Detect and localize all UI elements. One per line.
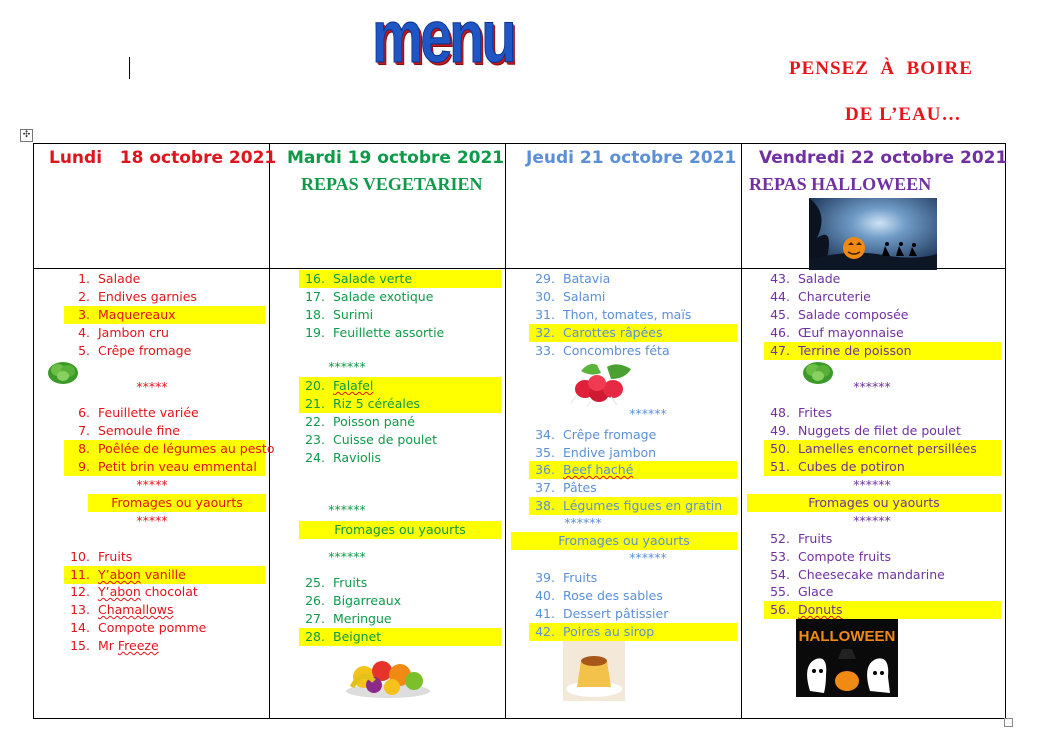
item-number: 9.: [78, 459, 90, 474]
item-number: 22.: [305, 414, 325, 429]
header-jeudi: [506, 144, 742, 269]
menu-item-28: [299, 628, 501, 646]
menu-item-49: [764, 422, 1001, 440]
item-label: Surimi: [333, 307, 374, 322]
lettuce-image: [802, 360, 834, 386]
separator-stars: ******: [853, 477, 891, 492]
menu-item-24: [299, 449, 501, 467]
item-number: 55.: [770, 584, 790, 599]
menu-item-12: [64, 583, 265, 601]
item-number: 37.: [535, 480, 555, 495]
subtitle-vegetarien: REPAS VEGETARIEN: [301, 174, 483, 194]
item-number: 42.: [535, 624, 555, 639]
menu-item-7: [64, 422, 265, 440]
menu-item-26: [299, 592, 501, 610]
separator-stars: ******: [853, 379, 891, 394]
item-number: 2.: [78, 289, 90, 304]
menu-item-18: [299, 306, 501, 324]
header-lundi: [34, 144, 277, 269]
item-label: Y’abon chocolat: [98, 584, 198, 599]
menu-item-36: [529, 461, 737, 479]
item-number: 41.: [535, 606, 555, 621]
item-number: 36.: [535, 462, 555, 477]
item-number: 54.: [770, 567, 790, 582]
menu-item-43: [764, 270, 1001, 288]
item-label: Salade: [798, 271, 841, 286]
item-number: 49.: [770, 423, 790, 438]
item-number: 28.: [305, 629, 325, 644]
menu-item-55: [764, 583, 1001, 601]
item-label: Glace: [798, 584, 834, 599]
item-label: Cubes de potiron: [798, 459, 905, 474]
item-label: Charcuterie: [798, 289, 871, 304]
menu-item-15: [64, 637, 265, 655]
menu-item-9: [64, 458, 265, 476]
column-lundi: [34, 269, 275, 719]
menu-item-50: [764, 440, 1001, 458]
item-label: Cheesecake mandarine: [798, 567, 945, 582]
header-mardi: [270, 144, 506, 269]
item-label: Endive jambon: [563, 445, 657, 460]
item-label: Jambon cru: [98, 325, 169, 340]
menu-item-46: [764, 324, 1001, 342]
menu-item-33: [529, 342, 737, 360]
item-number: 34.: [535, 427, 555, 442]
item-number: 6.: [78, 405, 90, 420]
item-label: Compote pomme: [98, 620, 207, 635]
separator-stars: ******: [629, 406, 667, 421]
item-label: Fruits: [563, 570, 598, 585]
item-number: 8.: [78, 441, 90, 456]
item-label: Compote fruits: [798, 549, 892, 564]
menu-item-34: [529, 426, 737, 444]
item-number: 23.: [305, 432, 325, 447]
item-label: Meringue: [333, 611, 392, 626]
item-number: 50.: [770, 441, 790, 456]
item-label: Thon, tomates, maïs: [563, 307, 692, 322]
table-move-handle-icon[interactable]: ✣: [20, 129, 33, 142]
menu-item-19: [299, 324, 501, 342]
item-number: 13.: [70, 602, 90, 617]
menu-item-56: [764, 601, 1001, 619]
halloween-sign-text: HALLOWEEN: [798, 628, 896, 645]
day-title-jeudi: Jeudi 21 octobre 2021: [526, 148, 737, 168]
menu-item-10: [64, 548, 265, 566]
item-number: 52.: [770, 531, 790, 546]
item-label: Raviolis: [333, 450, 382, 465]
item-number: 51.: [770, 459, 790, 474]
separator-stars: ******: [328, 549, 366, 564]
item-number: 44.: [770, 289, 790, 304]
item-number: 26.: [305, 593, 325, 608]
item-number: 56.: [770, 602, 790, 617]
item-label: Petit brin veau emmental: [98, 459, 257, 474]
text-cursor: [129, 57, 130, 79]
item-label: Y’abon vanille: [98, 567, 186, 582]
fruit-basket-image: [344, 647, 432, 699]
menu-item-1: [64, 270, 265, 288]
menu-item-40: [529, 587, 737, 605]
item-label: Terrine de poisson: [798, 343, 912, 358]
item-number: 17.: [305, 289, 325, 304]
item-label: Bigarreaux: [333, 593, 402, 608]
item-label: Falafel: [333, 378, 374, 393]
menu-item-14: [64, 619, 265, 637]
column-vendredi: [742, 269, 1006, 719]
item-label: Beef haché: [563, 462, 634, 477]
item-label: Feuillette assortie: [333, 325, 445, 340]
menu-item-8: [64, 440, 275, 458]
item-number: 10.: [70, 549, 90, 564]
item-label: Salade verte: [333, 271, 413, 286]
menu-item-38: [529, 497, 737, 515]
menu-item-13: [64, 601, 265, 619]
item-number: 43.: [770, 271, 790, 286]
item-label: Lamelles encornet persillées: [798, 441, 977, 456]
item-label: Concombres féta: [563, 343, 670, 358]
menu-item-27: [299, 610, 501, 628]
item-number: 40.: [535, 588, 555, 603]
item-label: Poisson pané: [333, 414, 415, 429]
item-number: 19.: [305, 325, 325, 340]
menu-item-52: [764, 530, 1001, 548]
menu-item-41: [529, 605, 737, 623]
item-label: Légumes figues en gratin: [563, 498, 723, 513]
menu-item-29: [529, 270, 737, 288]
item-label: Chamallows: [98, 602, 174, 617]
item-label: Salami: [563, 289, 606, 304]
menu-item-44: [764, 288, 1001, 306]
menu-item-3: [64, 306, 265, 324]
separator-stars: *****: [136, 477, 168, 492]
menu-item-35: [529, 444, 737, 462]
item-number: 15.: [70, 638, 90, 653]
menu-item-11: [64, 566, 265, 584]
menu-item-22: [299, 413, 501, 431]
item-label: Carottes râpées: [563, 325, 663, 340]
item-label: Endives garnies: [98, 289, 197, 304]
item-number: 39.: [535, 570, 555, 585]
item-number: 5.: [78, 343, 90, 358]
separator-stars: ******: [328, 359, 366, 374]
radishes-image: [567, 361, 641, 407]
item-label: Fruits: [98, 549, 133, 564]
separator-stars: *****: [136, 513, 168, 528]
item-number: 25.: [305, 575, 325, 590]
item-number: 30.: [535, 289, 555, 304]
menu-item-47: [764, 342, 1001, 360]
item-number: 7.: [78, 423, 90, 438]
item-number: 20.: [305, 378, 325, 393]
halloween-moon-image: [809, 198, 937, 270]
item-number: 14.: [70, 620, 90, 635]
table-resize-handle[interactable]: [1004, 718, 1013, 727]
item-label: Dessert pâtissier: [563, 606, 669, 621]
item-number: 1.: [78, 271, 90, 286]
separator-stars: ******: [564, 515, 602, 530]
item-label: Batavia: [563, 271, 611, 286]
menu-item-42: [529, 623, 737, 641]
item-number: 47.: [770, 343, 790, 358]
item-number: 31.: [535, 307, 555, 322]
item-number: 11.: [70, 567, 90, 582]
cheese-or-yogurt: Fromages ou yaourts: [747, 494, 1001, 512]
item-number: 33.: [535, 343, 555, 358]
menu-item-31: [529, 306, 737, 324]
item-label: Fruits: [333, 575, 368, 590]
menu-item-2: [64, 288, 265, 306]
menu-item-39: [529, 569, 737, 587]
column-mardi: [270, 269, 506, 719]
item-number: 24.: [305, 450, 325, 465]
menu-item-17: [299, 288, 501, 306]
item-number: 46.: [770, 325, 790, 340]
menu-item-51: [764, 458, 1001, 476]
item-label: Frites: [798, 405, 832, 420]
item-label: Salade composée: [798, 307, 909, 322]
item-label: Riz 5 céréales: [333, 396, 421, 411]
separator-stars: *****: [136, 379, 168, 394]
item-number: 4.: [78, 325, 90, 340]
item-number: 3.: [78, 307, 90, 322]
item-label: Beignet: [333, 629, 382, 644]
menu-item-16: [299, 270, 501, 288]
water-reminder-line1: PENSEZ À BOIRE: [789, 58, 973, 79]
menu-item-37: [529, 479, 737, 497]
item-number: 45.: [770, 307, 790, 322]
menu-title: menu: [372, 0, 514, 78]
day-title-mardi: Mardi 19 octobre 2021: [287, 148, 505, 168]
item-label: Fruits: [798, 531, 833, 546]
menu-item-4: [64, 324, 265, 342]
flan-image: [563, 641, 625, 701]
menu-item-54: [764, 566, 1001, 584]
item-number: 12.: [70, 584, 90, 599]
item-label: Maquereaux: [98, 307, 176, 322]
item-label: Crêpe fromage: [563, 427, 657, 442]
menu-item-20: [299, 377, 501, 395]
cheese-or-yogurt: Fromages ou yaourts: [299, 521, 501, 539]
item-number: 18.: [305, 307, 325, 322]
menu-item-5: [64, 342, 265, 360]
menu-item-48: [764, 404, 1001, 422]
day-title-vendredi: Vendredi 22 octobre 2021: [759, 148, 1008, 168]
item-label: Rose des sables: [563, 588, 663, 603]
header-vendredi: [742, 144, 1006, 269]
menu-item-25: [299, 574, 501, 592]
menu-item-21: [299, 395, 501, 413]
separator-stars: ******: [853, 513, 891, 528]
water-reminder-line2: DE L’EAU…: [845, 104, 962, 125]
item-label: Œuf mayonnaise: [798, 325, 904, 340]
item-label: Semoule fine: [98, 423, 180, 438]
item-number: 27.: [305, 611, 325, 626]
item-number: 29.: [535, 271, 555, 286]
item-label: Feuillette variée: [98, 405, 199, 420]
menu-item-30: [529, 288, 737, 306]
cheese-or-yogurt: Fromages ou yaourts: [511, 532, 737, 550]
item-number: 32.: [535, 325, 555, 340]
item-label: Poêlée de légumes au pesto: [98, 441, 275, 456]
day-title-lundi: Lundi 18 octobre 2021: [49, 148, 277, 168]
item-number: 53.: [770, 549, 790, 564]
cheese-or-yogurt: Fromages ou yaourts: [88, 494, 266, 512]
item-label: Mr Freeze: [98, 638, 159, 653]
item-number: 48.: [770, 405, 790, 420]
menu-item-6: [64, 404, 265, 422]
item-number: 16.: [305, 271, 325, 286]
menu-item-53: [764, 548, 1001, 566]
separator-stars: ******: [328, 502, 366, 517]
item-label: Pâtes: [563, 480, 597, 495]
item-number: 35.: [535, 445, 555, 460]
item-number: 21.: [305, 396, 325, 411]
menu-item-23: [299, 431, 501, 449]
halloween-sign-image: [796, 619, 898, 697]
menu-table: [33, 143, 1006, 719]
item-label: Nuggets de filet de poulet: [798, 423, 961, 438]
subtitle-halloween: REPAS HALLOWEEN: [749, 174, 932, 194]
item-number: 38.: [535, 498, 555, 513]
menu-item-45: [764, 306, 1001, 324]
separator-stars: ******: [629, 550, 667, 565]
item-label: Salade: [98, 271, 141, 286]
item-label: Cuisse de poulet: [333, 432, 437, 447]
column-jeudi: [506, 269, 742, 719]
item-label: Poires au sirop: [563, 624, 655, 639]
menu-item-32: [529, 324, 737, 342]
item-label: Salade exotique: [333, 289, 434, 304]
item-label: Donuts: [798, 602, 843, 617]
item-label: Crêpe fromage: [98, 343, 192, 358]
